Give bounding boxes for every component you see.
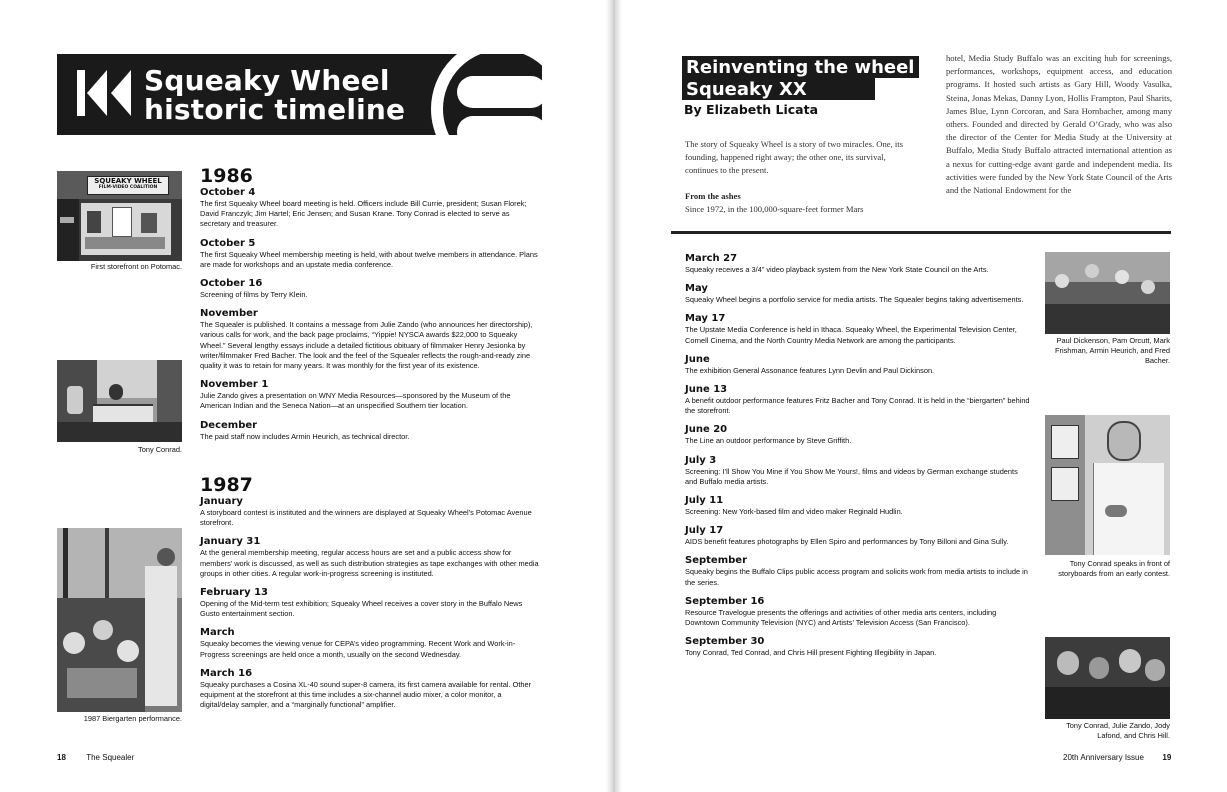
intro-subhead: [685, 190, 915, 203]
rewind-icon: [77, 68, 133, 118]
entry-text: Screening of films by Terry Klein.: [200, 290, 308, 300]
photo-four-people: [1045, 637, 1170, 719]
entry-date: June 20: [685, 424, 728, 436]
entry-date: October 4: [200, 187, 256, 198]
photo-tony-conrad: [57, 360, 182, 442]
entry-date: September 16: [685, 595, 765, 607]
timeline-entry: [685, 454, 1031, 487]
entry-text: The exhibition General Assonance features Lynn Devlin and Paul Dickinson.: [685, 365, 935, 375]
timeline-entry: [685, 423, 1031, 446]
photo-tony-conrad-storyboards: [1045, 415, 1170, 555]
section-divider: [671, 231, 1171, 234]
photo-group-meeting: [1045, 252, 1170, 334]
storefront-sign: [87, 176, 169, 195]
caption-group-meeting: Paul Dickenson, Pam Orcutt, Mark Frishman, Armin Heurich, and Fred Bacher.: [1054, 336, 1170, 365]
entry-text: The first Squeaky Wheel membership meeting is held, with about twelve members in attendance. Plans are made for workshops and an upstate media conference.: [200, 249, 538, 269]
timeline-entry: [200, 237, 542, 270]
intro-paragraph: The story of Squeaky Wheel is a story of two miracles. One, its founding, happened right away; the other one, its survival, continues to the present.: [685, 139, 903, 176]
entry-text: Tony Conrad, Ted Conrad, and Chris Hill present Fighting Illegibility in Japan.: [685, 648, 937, 658]
timeline-entry: [685, 554, 1031, 587]
entry-text: Squeaky becomes the viewing venue for CEPA’s video programming. Recent Work and Work-in-Progress screenings are held once a month, usually on the second Wednesday.: [200, 639, 516, 659]
article-header: [682, 56, 919, 117]
entry-date: May: [685, 283, 708, 295]
banner-title-line2: historic timeline: [144, 93, 406, 126]
photo-storefront: [57, 171, 182, 261]
entry-date: January 31: [200, 536, 261, 548]
year-heading: 1986: [200, 165, 253, 187]
entry-date: September 30: [685, 636, 765, 648]
intro-paragraph: hotel, Media Study Buffalo was an exciting hub for screenings, performances, workshops, equipment access, and education programs. It hosted such artists as Gary Hill, Woody Vasulka, Steina, Jonas Mekas, Danny Lyon, Hollis Frampton, Paul Sharits, James Blue, Lynn Corcoran, and Sara Hornbacher, among many others. Founded and directed by Gerald O’Grady, who was also the director of the Center for Media Study at the University at Buffalo, Media Study Buffalo attracted international attention as a nexus for cutting-edge avant garde and independent media. Its activities were funded by the New York State Council of the Arts and the National Endowment for the: [946, 53, 1172, 196]
entry-text: Opening of the Mid-term test exhibition; Squeaky Wheel receives a cover story in the Buffalo News Gusto entertainment section.: [200, 599, 523, 619]
timeline-entry: [200, 307, 542, 371]
caption-biergarten: 1987 Biergarten performance.: [83, 714, 182, 723]
entry-date: June 13: [685, 384, 728, 396]
entry-date: January: [200, 496, 243, 507]
entry-text: Screening: I’ll Show You Mine if You Show Me Yours!, films and videos by German exchange students and Buffalo media artists.: [685, 466, 1018, 486]
storefront-sign-line1: SQUEAKY WHEEL: [94, 177, 162, 185]
timeline-entry: [200, 277, 542, 300]
right-page: [614, 0, 1227, 792]
year-heading: 1987: [200, 474, 253, 496]
entry-date: March 27: [685, 253, 738, 264]
entry-text: AIDS benefit features photographs by Ellen Spiro and performances by Tony Billoni and Gina Sully.: [685, 537, 1009, 547]
entry-text: The paid staff now includes Armin Heurich, as technical director.: [200, 431, 410, 441]
entry-text: Screening: New York-based film and video maker Reginald Hudlin.: [685, 507, 903, 517]
timeline-right: [685, 252, 1031, 658]
entry-date: December: [200, 419, 258, 431]
intro-paragraph: Since 1972, in the 100,000-square-feet former Mars: [685, 203, 864, 214]
timeline-1987: [200, 475, 542, 710]
timeline-entry: [200, 626, 542, 659]
timeline-entry: [200, 667, 542, 711]
banner-title: [144, 66, 405, 124]
publication-name: The Squealer: [86, 753, 135, 762]
timeline-entry: [685, 524, 1031, 547]
entry-text: A benefit outdoor performance features Fritz Bacher and Tony Conrad. It is held in the “biergarten” behind the storefront.: [685, 396, 1030, 416]
timeline-entry: [200, 419, 542, 442]
entry-text: A storyboard contest is instituted and the winners are displayed at Squeaky Wheel’s Potomac Avenue storefront.: [200, 508, 532, 528]
entry-date: March 16: [200, 667, 253, 679]
caption-tony-conrad-storyboards: Tony Conrad speaks in front of storyboards from an early contest.: [1058, 559, 1170, 578]
caption-tony-conrad: Tony Conrad.: [138, 445, 182, 454]
entry-date: September: [685, 555, 747, 567]
folio-right: [1063, 753, 1171, 763]
timeline-entry: [200, 586, 542, 619]
timeline-entry: [685, 383, 1031, 416]
intro-column-2: [946, 52, 1172, 197]
timeline-entry: [200, 378, 542, 411]
entry-text: The Squealer is published. It contains a message from Julie Zando (who announces her directorship), various calls for work, and the back page proclaims, “Yippie! NYSCA awards $22,000 to Squeaky Wheel.” Several lengthy essays include a detailed fictitious obituary of filmmaker Henry Jesionka by writer/filmmaker Fred Bacher. The look and the feel of the Squealer reflects the rough-and-ready zine quality it was to retain for many years. It was monthly for the first year of its existence.: [200, 320, 533, 371]
storefront-sign-line2: FILM·VIDEO COALITION: [98, 185, 158, 190]
timeline-entry: [685, 282, 1031, 305]
caption-four-people: Tony Conrad, Julie Zando, Jody Lafond, and Chris Hill.: [1066, 721, 1170, 740]
intro-subhead-text: From the ashes: [685, 190, 741, 201]
intro-column-1: [685, 138, 915, 216]
banner-title-line1: Squeaky Wheel: [144, 64, 390, 97]
entry-date: November: [200, 308, 258, 320]
timeline-entry: [685, 635, 1031, 658]
left-page: [0, 0, 613, 792]
folio-left: [57, 753, 134, 763]
entry-date: June: [685, 353, 710, 365]
timeline-entry: [685, 312, 1031, 345]
timeline-entry: [200, 535, 542, 579]
timeline-entry: [685, 252, 1031, 275]
entry-date: July 17: [685, 525, 724, 537]
entry-date: July 11: [685, 495, 724, 507]
entry-text: At the general membership meeting, regular access hours are set and a public access show for members’ work is discussed, as well as such distribution strategies as tape exchanges with other media groups in other cities. A regular work-in-progress screening is instituted.: [200, 548, 539, 578]
byline: By Elizabeth Licata: [684, 102, 819, 117]
timeline-entry: [200, 186, 542, 230]
squeaky-wheel-logo-icon: [427, 54, 542, 135]
timeline-banner: [57, 54, 542, 135]
timeline-entry: [685, 494, 1031, 517]
entry-text: The first Squeaky Wheel board meeting is held. Officers include Bill Currie, president; Susan Florek; David Franczyk; Jim Hartel; Eric Jensen; and Susan Krane. Tony Conrad is elected to serve as secretary and treasurer.: [200, 199, 527, 229]
page-number: 19: [1162, 753, 1172, 762]
entry-text: Squeaky begins the Buffalo Clips public access program and solicits work from media artists to include in the series.: [685, 567, 1028, 587]
timeline-entry: [685, 353, 1031, 376]
entry-date: March: [200, 627, 235, 639]
article-title-line1: Reinventing the wheel: [682, 56, 919, 78]
entry-date: October 16: [200, 278, 263, 290]
photo-biergarten: [57, 528, 182, 712]
entry-text: Squeaky Wheel begins a portfolio service for media artists. The Squealer begins taking advertisements.: [685, 295, 1024, 305]
entry-text: Squeaky receives a 3/4” video playback system from the New York State Council on the Arts.: [685, 265, 989, 274]
issue-name: 20th Anniversary Issue: [1063, 753, 1144, 762]
entry-text: Julie Zando gives a presentation on WNY Media Resources—sponsored by the Museum of the American Indian and the Seneca Nation—at an unspecified Southern tier location.: [200, 391, 511, 411]
entry-text: The Upstate Media Conference is held in Ithaca. Squeaky Wheel, the Experimental Television Center, Cornell Cinema, and the North Country Media Network are among the participants.: [685, 325, 1017, 345]
entry-date: July 3: [685, 454, 717, 466]
timeline-entry: [200, 495, 542, 528]
entry-text: Resource Travelogue presents the offerings and activities of other media arts centers, including Downtown Community Television (NYC) and Artists’ Television Access (San Francisco).: [685, 607, 997, 628]
timeline-entry: [685, 595, 1031, 628]
entry-date: February 13: [200, 587, 269, 599]
entry-text: Squeaky purchases a Cosina XL-40 sound super-8 camera, its first camera available for rental. Other equipment at the storefront at this time includes a six-channel audio mixer, a color monitor, a digital/delay sampler, and a “marginally functional” amplifier.: [200, 679, 532, 710]
page-number: 18: [57, 753, 66, 762]
entry-text: The Line an outdoor performance by Steve Griffith.: [685, 436, 852, 446]
spine-gutter: [606, 0, 622, 792]
entry-date: November 1: [200, 379, 269, 391]
article-title-line2: Squeaky XX: [682, 78, 875, 100]
entry-date: May 17: [685, 313, 726, 325]
timeline-1986: [200, 166, 542, 442]
caption-storefront: First storefront on Potomac.: [90, 262, 182, 271]
entry-date: October 5: [200, 237, 256, 249]
